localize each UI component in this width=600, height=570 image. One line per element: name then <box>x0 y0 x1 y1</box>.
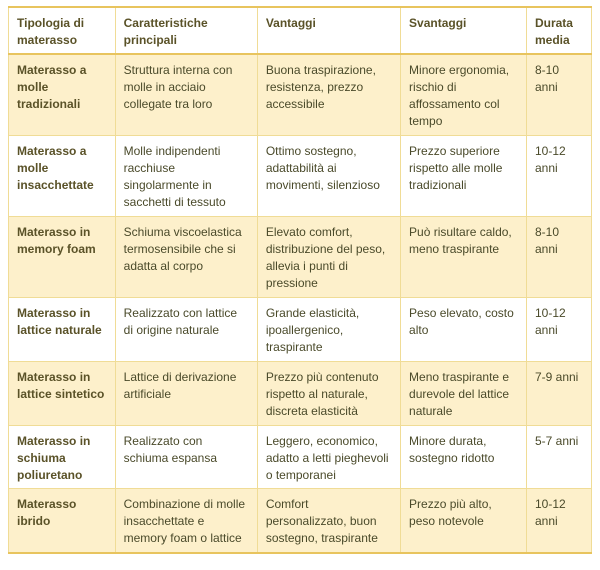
cell-type: Materasso in lattice sintetico <box>9 362 116 426</box>
cell-duration: 10-12 anni <box>526 135 591 217</box>
table-row <box>9 362 592 426</box>
table-row <box>9 489 592 553</box>
cell-duration: 8-10 anni <box>526 217 591 298</box>
header-type: Tipologia di materasso <box>9 7 116 54</box>
cell-features: Schiuma viscoelastica termosensibile che si adatta al corpo <box>115 217 257 298</box>
header-features: Caratteristiche principali <box>115 7 257 54</box>
cell-duration: 5-7 anni <box>526 425 591 489</box>
cell-type: Materasso a molle tradizionali <box>9 54 116 135</box>
cell-pros: Grande elasticità, ipoallergenico, traspirante <box>257 297 400 362</box>
cell-features: Combinazione di molle insacchettate e memory foam o lattice <box>115 489 257 553</box>
mattress-comparison-table-wrapper <box>8 6 592 554</box>
cell-cons: Può risultare caldo, meno traspirante <box>401 217 527 298</box>
cell-duration: 10-12 anni <box>526 297 591 362</box>
cell-pros: Ottimo sostegno, adattabilità ai movimenti, silenzioso <box>257 135 400 217</box>
cell-duration: 8-10 anni <box>526 54 591 135</box>
cell-duration: 10-12 anni <box>526 489 591 553</box>
table-header <box>9 7 592 54</box>
cell-features: Realizzato con schiuma espansa <box>115 425 257 489</box>
cell-pros: Leggero, economico, adatto a letti pieghevoli o temporanei <box>257 425 400 489</box>
cell-cons: Minore ergonomia, rischio di affossamento col tempo <box>401 54 527 135</box>
table-row <box>9 425 592 489</box>
header-pros: Vantaggi <box>257 7 400 54</box>
cell-cons: Prezzo superiore rispetto alle molle tradizionali <box>401 135 527 217</box>
cell-type: Materasso in schiuma poliuretano <box>9 425 116 489</box>
cell-type: Materasso a molle insacchettate <box>9 135 116 217</box>
table-row <box>9 217 592 298</box>
cell-cons: Peso elevato, costo alto <box>401 297 527 362</box>
cell-duration: 7-9 anni <box>526 362 591 426</box>
cell-type: Materasso ibrido <box>9 489 116 553</box>
table-row <box>9 54 592 135</box>
cell-features: Molle indipendenti racchiuse singolarmente in sacchetti di tessuto <box>115 135 257 217</box>
cell-type: Materasso in lattice naturale <box>9 297 116 362</box>
cell-cons: Prezzo più alto, peso notevole <box>401 489 527 553</box>
table-row <box>9 135 592 217</box>
cell-features: Realizzato con lattice di origine naturale <box>115 297 257 362</box>
header-row <box>9 7 592 54</box>
cell-cons: Meno traspirante e durevole del lattice naturale <box>401 362 527 426</box>
table-row <box>9 297 592 362</box>
cell-cons: Minore durata, sostegno ridotto <box>401 425 527 489</box>
mattress-comparison-table <box>8 6 592 554</box>
header-cons: Svantaggi <box>401 7 527 54</box>
cell-pros: Buona traspirazione, resistenza, prezzo accessibile <box>257 54 400 135</box>
cell-pros: Prezzo più contenuto rispetto al naturale, discreta elasticità <box>257 362 400 426</box>
cell-type: Materasso in memory foam <box>9 217 116 298</box>
cell-features: Struttura interna con molle in acciaio collegate tra loro <box>115 54 257 135</box>
cell-pros: Comfort personalizzato, buon sostegno, traspirante <box>257 489 400 553</box>
table-body <box>9 54 592 553</box>
cell-pros: Elevato comfort, distribuzione del peso, allevia i punti di pressione <box>257 217 400 298</box>
cell-features: Lattice di derivazione artificiale <box>115 362 257 426</box>
header-duration: Durata media <box>526 7 591 54</box>
